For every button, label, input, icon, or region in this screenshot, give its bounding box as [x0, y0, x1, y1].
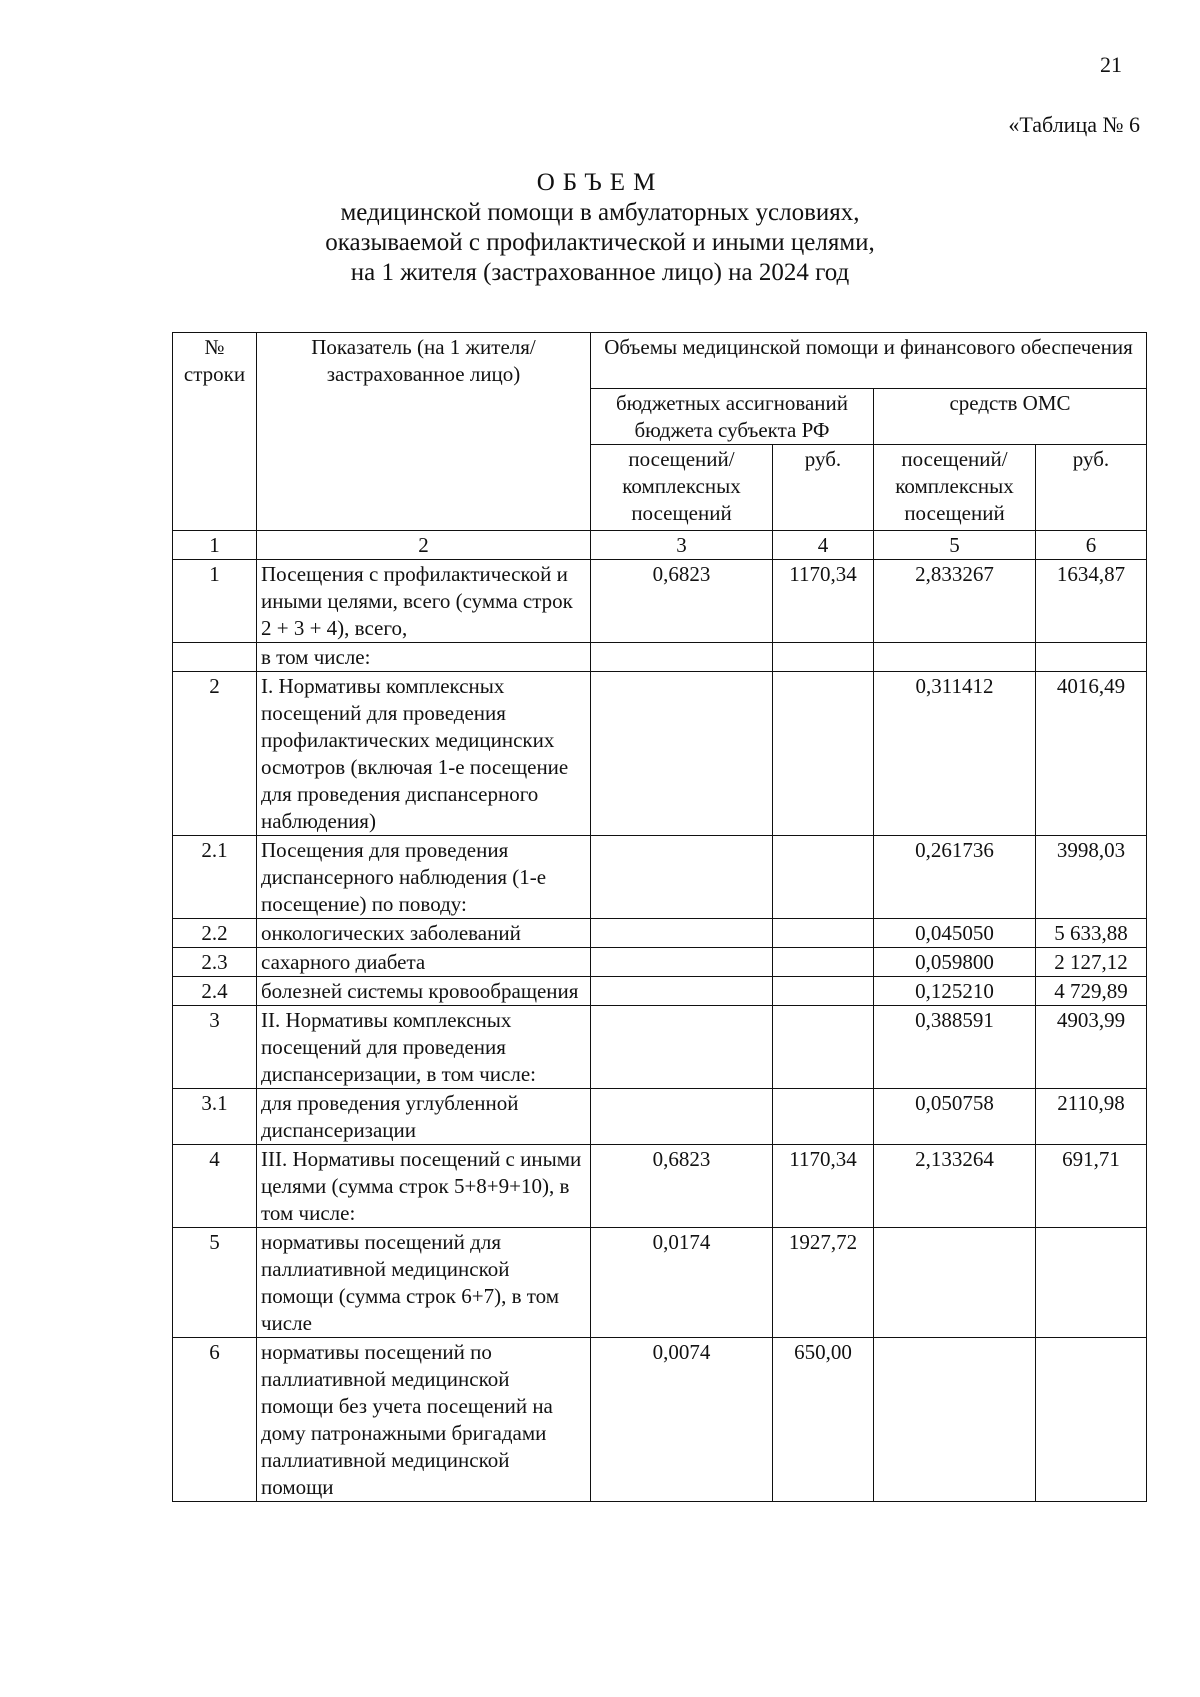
oms-visits-value: 0,261736 — [874, 836, 1036, 919]
table-row — [173, 560, 1147, 643]
header-volumes: Объемы медицинской помощи и финансового обеспечения — [591, 333, 1147, 389]
oms-rub-value: 3998,03 — [1036, 836, 1147, 919]
title-line-1: медицинской помощи в амбулаторных условиях, — [340, 199, 860, 226]
header-rub-budget: руб. — [773, 445, 874, 531]
header-oms: средств ОМС — [874, 389, 1147, 445]
oms-visits-value: 0,050758 — [874, 1089, 1036, 1145]
budget-rub-value: 1927,72 — [773, 1228, 874, 1338]
col-number-5: 5 — [874, 531, 1036, 560]
budget-rub-value — [773, 948, 874, 977]
row-number: 4 — [173, 1145, 257, 1228]
oms-visits-value — [874, 1338, 1036, 1502]
header-indicator: Показатель (на 1 жителя/застрахованное лицо) — [257, 333, 591, 531]
row-number: 5 — [173, 1228, 257, 1338]
table-row — [173, 1338, 1147, 1502]
table-row — [173, 643, 1147, 672]
oms-rub-value: 2110,98 — [1036, 1089, 1147, 1145]
oms-visits-value: 0,045050 — [874, 919, 1036, 948]
table-row — [173, 836, 1147, 919]
table-row — [173, 919, 1147, 948]
row-number: 2.2 — [173, 919, 257, 948]
header-row-no: № строки — [173, 333, 257, 531]
row-number: 2.3 — [173, 948, 257, 977]
row-indicator: сахарного диабета — [257, 948, 591, 977]
oms-rub-value: 4016,49 — [1036, 672, 1147, 836]
header-rub-oms: руб. — [1036, 445, 1147, 531]
row-indicator: Посещения для проведения диспансерного наблюдения (1-е посещение) по поводу: — [257, 836, 591, 919]
row-number — [173, 643, 257, 672]
row-number: 6 — [173, 1338, 257, 1502]
row-number: 3 — [173, 1006, 257, 1089]
header-visits-budget: посещений/ комплексных посещений — [591, 445, 773, 531]
row-number: 2 — [173, 672, 257, 836]
oms-rub-value: 2 127,12 — [1036, 948, 1147, 977]
oms-visits-value — [874, 1228, 1036, 1338]
oms-visits-value: 2,833267 — [874, 560, 1036, 643]
oms-visits-value — [874, 643, 1036, 672]
budget-visits-value — [591, 1089, 773, 1145]
header-budget: бюджетных ассигнований бюджета субъекта РФ — [591, 389, 874, 445]
budget-rub-value: 1170,34 — [773, 560, 874, 643]
budget-visits-value: 0,6823 — [591, 1145, 773, 1228]
oms-visits-value: 0,059800 — [874, 948, 1036, 977]
budget-rub-value — [773, 919, 874, 948]
document-title — [0, 168, 1200, 288]
row-number: 1 — [173, 560, 257, 643]
budget-visits-value: 0,0074 — [591, 1338, 773, 1502]
budget-visits-value: 0,6823 — [591, 560, 773, 643]
oms-visits-value: 0,311412 — [874, 672, 1036, 836]
budget-rub-value — [773, 1089, 874, 1145]
budget-rub-value — [773, 836, 874, 919]
row-number: 2.4 — [173, 977, 257, 1006]
budget-rub-value — [773, 1006, 874, 1089]
page-number: 21 — [1100, 52, 1122, 77]
volume-table — [172, 332, 1147, 1502]
row-number: 2.1 — [173, 836, 257, 919]
row-indicator: нормативы посещений для паллиативной медицинской помощи (сумма строк 6+7), в том числе — [257, 1228, 591, 1338]
col-number-6: 6 — [1036, 531, 1147, 560]
row-indicator: II. Нормативы комплексных посещений для проведения диспансеризации, в том числе: — [257, 1006, 591, 1089]
oms-rub-value: 1634,87 — [1036, 560, 1147, 643]
oms-rub-value: 4903,99 — [1036, 1006, 1147, 1089]
table-label: «Таблица № 6 — [1008, 112, 1140, 137]
row-indicator: в том числе: — [257, 643, 591, 672]
oms-visits-value: 0,388591 — [874, 1006, 1036, 1089]
budget-visits-value — [591, 977, 773, 1006]
row-indicator: нормативы посещений по паллиативной медицинской помощи без учета посещений на дому патронажными бригадами паллиативной медицинской помощи — [257, 1338, 591, 1502]
budget-visits-value: 0,0174 — [591, 1228, 773, 1338]
oms-rub-value: 4 729,89 — [1036, 977, 1147, 1006]
oms-visits-value: 0,125210 — [874, 977, 1036, 1006]
row-indicator: болезней системы кровообращения — [257, 977, 591, 1006]
table-row — [173, 1145, 1147, 1228]
budget-rub-value — [773, 672, 874, 836]
col-number-2: 2 — [257, 531, 591, 560]
oms-rub-value — [1036, 1338, 1147, 1502]
budget-rub-value — [773, 977, 874, 1006]
table-row — [173, 1006, 1147, 1089]
budget-visits-value — [591, 643, 773, 672]
budget-visits-value — [591, 919, 773, 948]
table-row — [173, 948, 1147, 977]
title-main: ОБЪЕМ — [536, 169, 664, 196]
row-indicator: Посещения с профилактической и иными целями, всего (сумма строк 2 + 3 + 4), всего, — [257, 560, 591, 643]
budget-visits-value — [591, 1006, 773, 1089]
row-number: 3.1 — [173, 1089, 257, 1145]
budget-visits-value — [591, 672, 773, 836]
col-number-1: 1 — [173, 531, 257, 560]
table-row — [173, 672, 1147, 836]
budget-rub-value: 650,00 — [773, 1338, 874, 1502]
row-indicator: III. Нормативы посещений с иными целями (сумма строк 5+8+9+10), в том числе: — [257, 1145, 591, 1228]
oms-visits-value: 2,133264 — [874, 1145, 1036, 1228]
oms-rub-value: 691,71 — [1036, 1145, 1147, 1228]
oms-rub-value — [1036, 643, 1147, 672]
col-number-4: 4 — [773, 531, 874, 560]
budget-visits-value — [591, 836, 773, 919]
table-row — [173, 977, 1147, 1006]
oms-rub-value — [1036, 1228, 1147, 1338]
table-row — [173, 1089, 1147, 1145]
row-indicator: I. Нормативы комплексных посещений для проведения профилактических медицинских осмотров (включая 1-е посещение для проведения диспансерного наблюдения) — [257, 672, 591, 836]
budget-visits-value — [591, 948, 773, 977]
budget-rub-value — [773, 643, 874, 672]
budget-rub-value: 1170,34 — [773, 1145, 874, 1228]
row-indicator: для проведения углубленной диспансеризации — [257, 1089, 591, 1145]
table-row — [173, 1228, 1147, 1338]
oms-rub-value: 5 633,88 — [1036, 919, 1147, 948]
row-indicator: онкологических заболеваний — [257, 919, 591, 948]
title-line-3: на 1 жителя (застрахованное лицо) на 2024 год — [350, 259, 850, 286]
header-visits-oms: посещений/ комплексных посещений — [874, 445, 1036, 531]
col-number-3: 3 — [591, 531, 773, 560]
title-line-2: оказываемой с профилактической и иными целями, — [325, 229, 875, 256]
